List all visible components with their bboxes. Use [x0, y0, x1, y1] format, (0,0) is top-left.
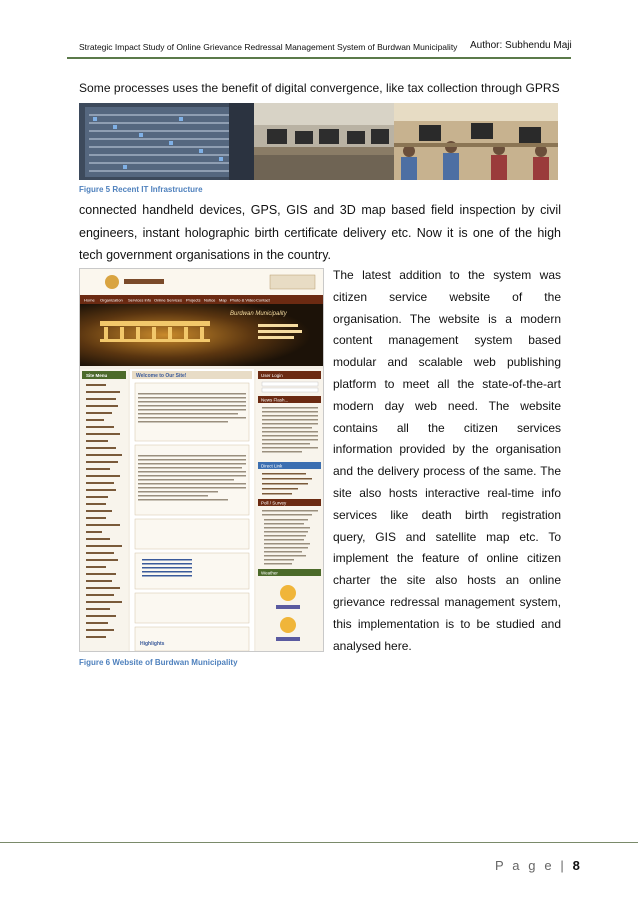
footer-rule — [0, 842, 638, 843]
paragraph-line: charter the site also hosts an online — [333, 573, 561, 588]
site-nav-projects: Projects — [186, 297, 201, 303]
site-weather-title: Weather — [261, 570, 278, 576]
page-number: 8 — [572, 858, 580, 873]
site-nav-contact: Contact — [256, 297, 270, 303]
paragraph-line: tech government organisations in the country. — [79, 248, 331, 262]
paragraph-line: grievance redressal management system, — [333, 594, 561, 609]
site-menu-title: Site Menu — [86, 373, 108, 378]
site-login-title: User Login — [261, 373, 283, 378]
running-header-author: Author: Subhendu Maji — [470, 40, 572, 51]
site-welcome-heading: Welcome to Our Site! — [136, 373, 187, 379]
site-nav-map: Map — [219, 297, 227, 303]
site-banner-title: Burdwan Municipality — [230, 311, 287, 317]
paragraph-line: modern day web need. The website — [333, 398, 561, 413]
paragraph-line: and the delivery process of the same. The — [333, 464, 561, 479]
paragraph-line: information provided by the organisation — [333, 442, 561, 457]
page-footer: P a g e | 8 — [495, 858, 580, 873]
paragraph-line: organisation. The website is a modern — [333, 311, 561, 326]
header-rule — [67, 57, 571, 59]
page-label: P a g e — [495, 858, 555, 873]
site-highlights-heading: Highlights — [140, 641, 165, 647]
running-header-title: Strategic Impact Study of Online Grievance Redressal Management System of Burdwan Municipality — [79, 42, 458, 52]
paragraph-line: platform to meet all the state-of-the-art — [333, 376, 561, 391]
paragraph-line: citizen service website of the — [333, 289, 561, 304]
paragraph-line: contains all the citizen services — [333, 420, 561, 435]
site-nav-organization: Organization — [100, 297, 123, 303]
site-nav-online-services: Online Services — [154, 297, 183, 303]
burdwan-website-screenshot — [79, 268, 324, 652]
site-nav-notice: Notice — [204, 297, 216, 303]
paragraph-line: The latest addition to the system was — [333, 268, 561, 282]
paragraph-line: modular and scalable web publishing — [333, 355, 561, 370]
paragraph-line: services like death birth registration — [333, 507, 561, 522]
paragraph-line: analysed here. — [333, 638, 412, 653]
paragraph-line: connected handheld devices, GPS, GIS and 3D map based field inspection by civil — [79, 203, 561, 217]
figure-6-caption: Figure 6 Website of Burdwan Municipality — [79, 658, 238, 667]
paragraph-line: engineers, instant holographic birth certificate delivery etc. Now it is one of the high — [79, 225, 561, 240]
paragraph-line: query, GIS and satellite map etc. To — [333, 529, 561, 544]
body-paragraph-2 — [333, 265, 561, 657]
site-links-title: Direct Link — [261, 463, 283, 469]
body-paragraph-1 — [79, 199, 561, 267]
lead-sentence: Some processes uses the benefit of digital convergence, like tax collection through GPRS — [79, 81, 560, 95]
it-infrastructure-photo — [79, 103, 558, 180]
paragraph-line: site also hosts interactive real-time info — [333, 485, 561, 500]
site-nav-photo-video: Photo & Video — [230, 297, 256, 303]
site-poll-title: Poll / Survey — [261, 500, 287, 506]
site-nav-home: Home — [84, 297, 95, 303]
paragraph-line: implement the feature of online citizen — [333, 551, 561, 566]
site-news-title: News Flash... — [261, 397, 289, 403]
paragraph-line: content management system based — [333, 333, 561, 348]
paragraph-line: this implementation is to be studied and — [333, 616, 561, 631]
figure-5-caption: Figure 5 Recent IT Infrastructure — [79, 185, 203, 194]
site-nav-services-info: Services Info — [128, 297, 152, 303]
